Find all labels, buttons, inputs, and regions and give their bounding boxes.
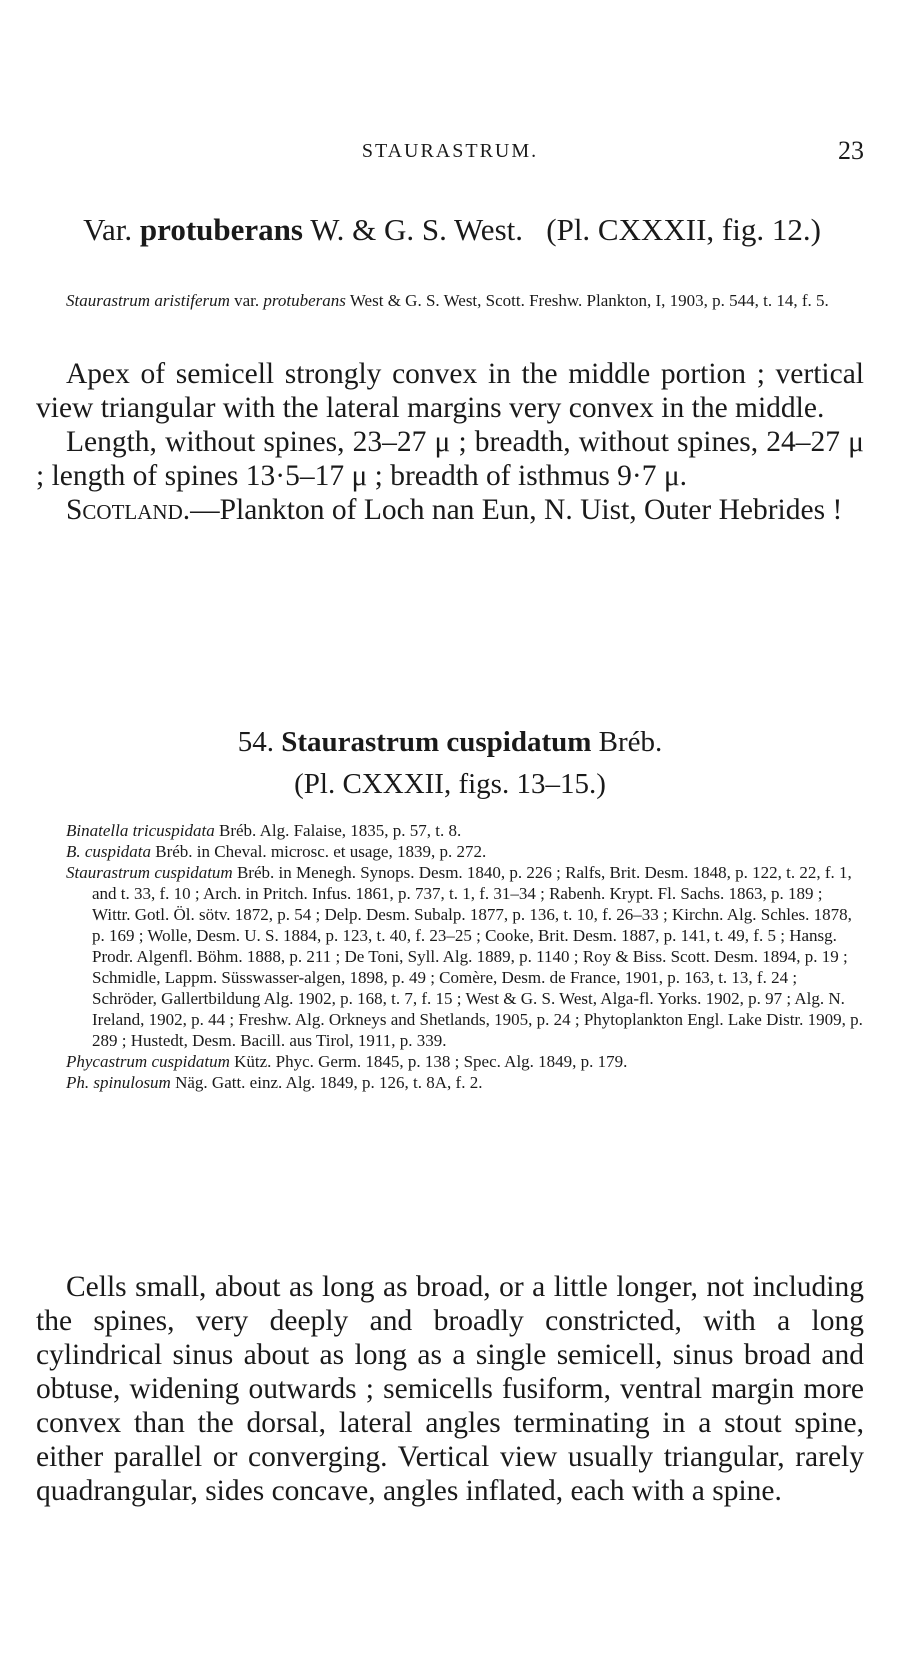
synonym-name: Binatella tricuspidata — [66, 821, 215, 840]
locality-text: —Plankton of Loch nan Eun, N. Uist, Outer Hebrides ! — [190, 494, 843, 526]
species-name: Staurastrum cuspidatum — [281, 726, 592, 758]
variety-name: protuberans — [139, 212, 303, 247]
synonym-epithet: protuberans — [263, 291, 346, 310]
synonym-name: Ph. spinulosum — [66, 1073, 171, 1092]
synonym-name: Staurastrum cuspidatum — [66, 863, 233, 882]
synonym-entry — [66, 862, 864, 1051]
species-description — [36, 1270, 864, 1508]
synonym-citation: West & G. S. West, Scott. Freshw. Plankton, I, 1903, p. 544, t. 14, f. 5. — [349, 291, 829, 310]
species-number: 54. — [237, 726, 274, 758]
description-paragraph: Cells small, about as long as broad, or a little longer, not including the spines, very deeply and broadly constricted, with a long cylindrical sinus about as long as a single semicell, sinus broad and obtuse, widening outwards ; semicells fusiform, ventral margin more convex than the dorsal, lateral angles terminating in a stout spine, either parallel or converging. Vertical view usually triangular, rarely quadrangular, sides concave, angles inflated, each with a spine. — [36, 1271, 864, 1507]
synonym-entry — [66, 820, 864, 841]
locality-label: Scotland. — [66, 494, 191, 526]
running-head — [36, 136, 864, 168]
synonym-entry — [66, 841, 864, 862]
variety-heading — [40, 210, 864, 250]
species-synonymy — [66, 820, 864, 1093]
synonym-entry — [66, 1072, 864, 1093]
variety-synonymy — [66, 290, 864, 311]
variety-prefix: Var. — [83, 212, 133, 247]
synonym-entry — [66, 1051, 864, 1072]
measurements-paragraph: Length, without spines, 23–27 μ ; breadth, without spines, 24–27 μ ; length of spines 13·5–17 μ ; breadth of isthmus 9·7 μ. — [36, 426, 864, 492]
variety-plate-ref: (Pl. CXXXII, fig. 12.) — [546, 212, 821, 247]
synonym-citation: Bréb. in Menegh. Synops. Desm. 1840, p. 226 ; Ralfs, Brit. Desm. 1848, p. 122, t. 22, f. 1, and t. 33, f. 10 ; Arch. in Pritch. Infus. 1861, p. 737, t. 1, f. 31–34 ; Rabenh. Krypt. Fl. Sachs. 1863, p. 189 ; Wittr. Gotl. Öl. sötv. 1872, p. 54 ; Delp. Desm. Subalp. 1877, p. 136, t. 10, f. 26–33 ; Kirchn. Alg. Schles. 1878, p. 169 ; Wolle, Desm. U. S. 1884, p. 123, t. 40, f. 23–25 ; Cooke, Brit. Desm. 1887, p. 141, t. 49, f. 5 ; Hansg. Prodr. Algenfl. Böhm. 1888, p. 211 ; De Toni, Syll. Alg. 1889, p. 1140 ; Roy & Biss. Scott. Desm. 1894, p. 19 ; Schmidle, Lappm. Süsswasser-algen, 1898, p. 49 ; Comère, Desm. de France, 1901, p. 163, t. 13, f. 24 ; Schröder, Gallertbildung Alg. 1902, p. 168, t. 7, f. 15 ; West & G. S. West, Alga-fl. Yorks. 1902, p. 97 ; Alg. N. Ireland, 1902, p. 44 ; Freshw. Alg. Orkneys and Shetlands, 1905, p. 24 ; Phytoplankton Engl. Lake Distr. 1909, p. 289 ; Hustedt, Desm. Bacill. aus Tirol, 1911, p. 339. — [92, 863, 863, 1050]
page-number: 23 — [838, 136, 864, 165]
synonym-citation: Bréb. Alg. Falaise, 1835, p. 57, t. 8. — [219, 821, 462, 840]
species-heading — [36, 718, 864, 766]
species-author: Bréb. — [598, 726, 663, 758]
synonym-citation: Bréb. in Cheval. microsc. et usage, 1839, p. 272. — [155, 842, 487, 861]
synonym-name: B. cuspidata — [66, 842, 151, 861]
species-plate-ref: (Pl. CXXXII, figs. 13–15.) — [294, 768, 606, 800]
synonym-citation: Kütz. Phyc. Germ. 1845, p. 138 ; Spec. Alg. 1849, p. 179. — [234, 1052, 628, 1071]
description-paragraph: Apex of semicell strongly convex in the middle portion ; vertical view triangular with the lateral margins very convex in the middle. — [36, 358, 864, 424]
variety-authors: W. & G. S. West. — [310, 212, 523, 247]
variety-description — [36, 357, 864, 527]
synonym-name: Staurastrum aristiferum — [66, 291, 230, 310]
synonym-entry — [66, 290, 864, 311]
synonym-citation: Näg. Gatt. einz. Alg. 1849, p. 126, t. 8A, f. 2. — [175, 1073, 483, 1092]
running-head-title: STAURASTRUM. — [361, 140, 539, 162]
synonym-rank: var. — [234, 291, 260, 310]
locality-paragraph — [36, 493, 864, 527]
synonym-name: Phycastrum cuspidatum — [66, 1052, 230, 1071]
